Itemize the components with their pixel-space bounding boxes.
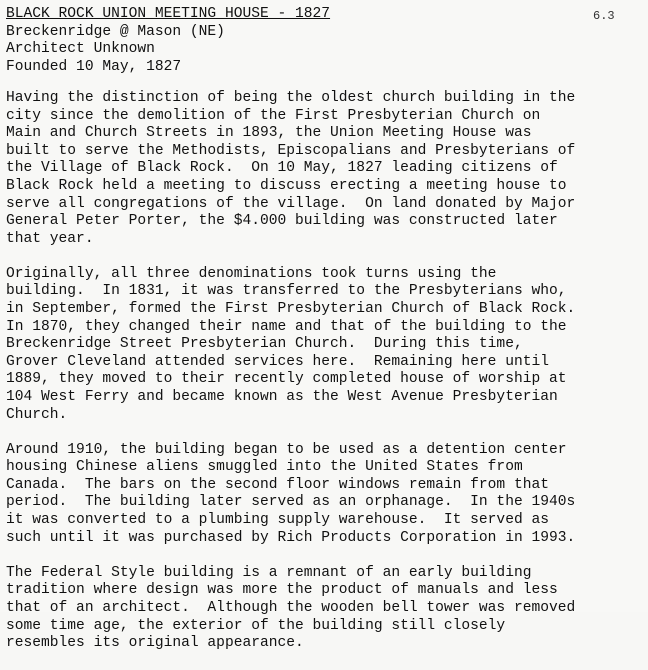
text-line: The Federal Style building is a remnant of an early building xyxy=(6,564,532,581)
architect-line: Architect Unknown xyxy=(6,41,155,58)
paragraph-style xyxy=(6,565,646,653)
text-line: housing Chinese aliens smuggled into the United States from xyxy=(6,459,523,476)
address-line: Breckenridge @ Mason (NE) xyxy=(6,23,225,40)
text-line: Main and Church Streets in 1893, the Union Meeting House was xyxy=(6,125,532,142)
text-line: some time age, the exterior of the building still closely xyxy=(6,617,506,634)
text-line: General Peter Porter, the $4.000 building was constructed later xyxy=(6,213,558,230)
text-line: 104 West Ferry and became known as the West Avenue Presbyterian xyxy=(6,389,558,405)
text-line: 1889, they moved to their recently completed house of worship at xyxy=(6,371,567,388)
document-title: BLACK ROCK UNION MEETING HOUSE - 1827 xyxy=(6,6,331,22)
text-line: in September, formed the First Presbyterian Church of Black Rock. xyxy=(6,301,576,318)
text-line: Originally, all three denominations took turns using the xyxy=(6,265,497,282)
text-line: the Village of Black Rock. On 10 May, 1827 leading citizens of xyxy=(6,160,558,177)
text-line: In 1870, they changed their name and that of the building to the xyxy=(6,318,567,335)
text-line: such until it was purchased by Rich Products Corporation in 1993. xyxy=(6,529,576,546)
text-line: Around 1910, the building began to be used as a detention center xyxy=(6,441,567,458)
text-line: it was converted to a plumbing supply warehouse. It served as xyxy=(6,512,549,529)
paragraph-later-use xyxy=(6,442,646,548)
text-line: Grover Cleveland attended services here. Remaining here until xyxy=(6,353,549,370)
text-line: Church. xyxy=(6,406,68,423)
document-header xyxy=(6,6,330,76)
document-body xyxy=(6,90,646,670)
text-line: Canada. The bars on the second floor windows remain from that xyxy=(6,476,549,493)
text-line: serve all congregations of the village. On land donated by Major xyxy=(6,195,576,212)
text-line: that year. xyxy=(6,230,94,247)
text-line: Black Rock held a meeting to discuss erecting a meeting house to xyxy=(6,177,567,194)
text-line: Having the distinction of being the oldest church building in the xyxy=(6,90,576,106)
text-line: that of an architect. Although the wooden bell tower was removed xyxy=(6,599,576,616)
page-number: 6.3 xyxy=(593,9,615,23)
text-line: built to serve the Methodists, Episcopalians and Presbyterians of xyxy=(6,142,576,159)
founded-line: Founded 10 May, 1827 xyxy=(6,58,182,75)
text-line: tradition where design was more the product of manuals and less xyxy=(6,582,558,599)
paragraph-denominations xyxy=(6,266,646,424)
text-line: period. The building later served as an orphanage. In the 1940s xyxy=(6,494,576,511)
paragraph-history xyxy=(6,90,646,248)
text-line: building. In 1831, it was transferred to the Presbyterians who, xyxy=(6,283,567,300)
text-line: city since the demolition of the First Presbyterian Church on xyxy=(6,107,541,124)
text-line: resembles its original appearance. xyxy=(6,635,304,652)
text-line: Breckenridge Street Presbyterian Church. During this time, xyxy=(6,336,523,353)
